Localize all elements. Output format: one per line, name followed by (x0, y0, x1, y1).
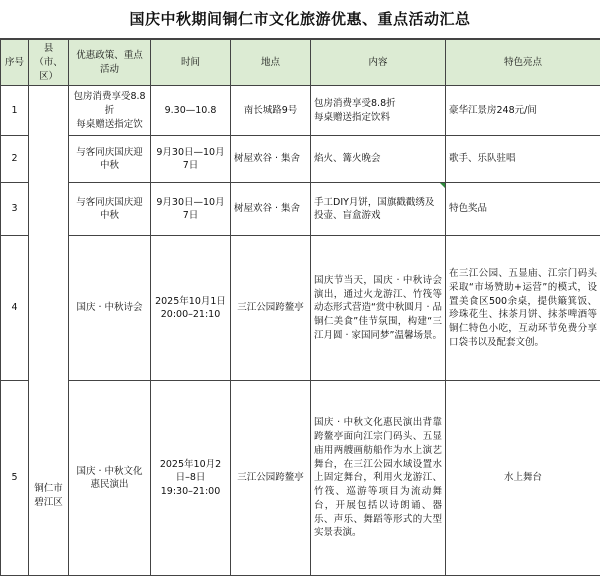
row-content: 包房消费享受8.8折 每桌赠送指定饮料 (311, 86, 446, 136)
row-time: 9.30—10.8 (151, 86, 231, 136)
row-activity: 国庆 · 中秋文化惠民演出 (69, 381, 151, 576)
row-no: 5 (1, 381, 29, 576)
header-county: 县（市、区） (29, 40, 69, 86)
row-no: 4 (1, 236, 29, 381)
header-row (1, 40, 600, 86)
header-time: 时间 (151, 40, 231, 86)
row-highlight: 歌手、乐队驻唱 (446, 136, 600, 183)
header-activity: 优惠政策、重点活动 (69, 40, 151, 86)
table-row (1, 236, 600, 381)
header-content: 内容 (311, 40, 446, 86)
table-row (1, 136, 600, 183)
table-row (1, 381, 600, 576)
row-no: 1 (1, 86, 29, 136)
row-content: 国庆 · 中秋文化惠民演出背靠跨鳌亭面向江宗门码头、五显庙用两艘画舫船作为水上演艺舞台，在三江公园水域设置水上固定舞台，利用火龙游江、竹筏、巡游等项目为流动舞台，开展包括以诗朗诵、器乐、声乐、舞蹈等形式的大型实景表演。 (311, 381, 446, 576)
county-cell (29, 86, 69, 576)
row-highlight: 豪华江景房248元/间 (446, 86, 600, 136)
row-activity: 国庆 · 中秋诗会 (69, 236, 151, 381)
row-time: 9月30日—10月7日 (151, 183, 231, 236)
row-highlight: 水上舞台 (446, 381, 600, 576)
activity-table (0, 39, 600, 576)
page-title: 国庆中秋期间铜仁市文化旅游优惠、重点活动汇总 (0, 0, 600, 39)
table-row (1, 183, 600, 236)
header-location: 地点 (231, 40, 311, 86)
row-content: 手工DIY月饼，国旗戳戳绣及投壶、盲盒游戏 (311, 183, 446, 236)
row-location: 三江公园跨鳌亭 (231, 236, 311, 381)
row-activity: 与客同庆国庆迎中秋 (69, 183, 151, 236)
row-content: 焰火、篝火晚会 (311, 136, 446, 183)
row-activity: 与客同庆国庆迎中秋 (69, 136, 151, 183)
county-label: 铜仁市碧江区 (32, 482, 65, 510)
row-location: 南长城路9号 (231, 86, 311, 136)
row-time: 2025年10月2日–8日 19:30–21:00 (151, 381, 231, 576)
row-highlight: 特色奖品 (446, 183, 600, 236)
header-no: 序号 (1, 40, 29, 86)
row-location: 树屋欢谷 · 集舍 (231, 183, 311, 236)
row-highlight: 在三江公园、五显庙、江宗门码头采取“市场赞助+运营”的模式，设置美食区500余桌，提供簸箕饭、珍珠花生、抹茶月饼、抹茶啤酒等铜仁特色小吃，互动环节免费分享口袋书以及配套文创。 (446, 236, 600, 381)
row-time: 9月30日—10月7日 (151, 136, 231, 183)
row-no: 3 (1, 183, 29, 236)
table-row (1, 86, 600, 136)
row-no: 2 (1, 136, 29, 183)
row-time: 2025年10月1日20:00–21:10 (151, 236, 231, 381)
row-location: 三江公园跨鳌亭 (231, 381, 311, 576)
header-highlight: 特色亮点 (446, 40, 600, 86)
row-content: 国庆节当天，国庆 · 中秋诗会演出，通过火龙游江、竹筏等动态形式营造“赏中秋圆月 · 品铜仁美食”佳节氛围，构建“三江月圆 · 家国同梦”温馨场景。 (311, 236, 446, 381)
row-location: 树屋欢谷 · 集舍 (231, 136, 311, 183)
row-activity: 包房消费享受8.8折 每桌赠送指定饮 (69, 86, 151, 136)
